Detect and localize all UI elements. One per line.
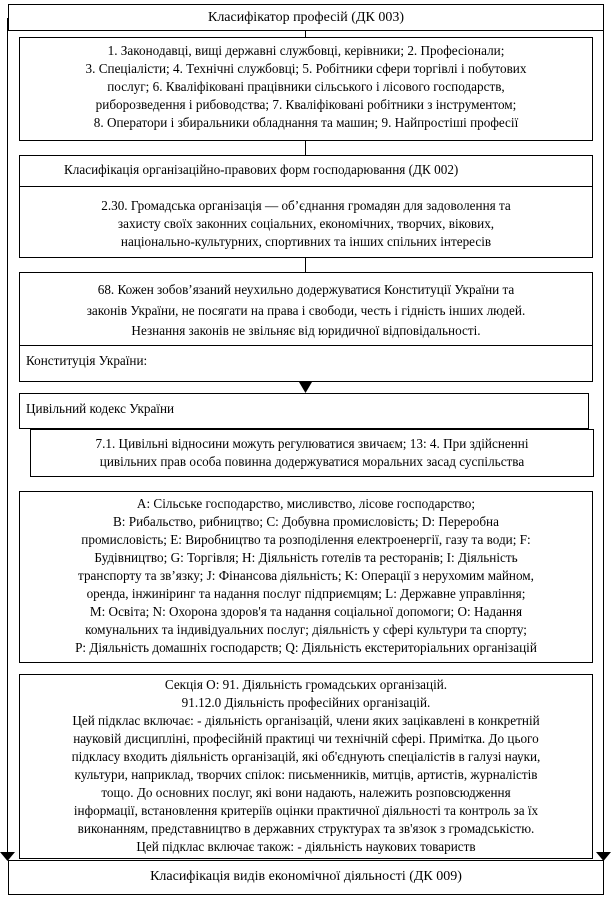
section-line: P: Діяльність домашніх господарств; Q: Діяльність екстериторіальних організацій bbox=[75, 640, 537, 655]
dk002-detail-line: захисту своїх законних соціальних, економічних, творчих, вікових, bbox=[117, 216, 495, 231]
professions-line: риборозведення і рибоводства; 7. Кваліфіковані робітники з інструментом; bbox=[95, 97, 517, 112]
civil-code-line: 7.1. Цивільні відносини можуть регулюватися звичаєм; 13: 4. При здійсненні bbox=[95, 436, 529, 451]
dk002-detail-box bbox=[19, 186, 593, 258]
professions-line: 8. Оператори і збиральники обладнання та машин; 9. Найпростіші професії bbox=[93, 115, 519, 130]
dk002-title-box bbox=[19, 155, 593, 187]
section-o-line: Цей підклас включає: - діяльність організацій, члени яких зацікавлені в конкретній bbox=[72, 713, 540, 728]
professions-list-box bbox=[19, 37, 593, 141]
section-line: M: Освіта; N: Охорона здоров'я та надання соціальної допомоги; O: Надання bbox=[89, 604, 523, 619]
constitution-line: законів України, не посягати на права і свободи, честь і гідність інших людей. bbox=[86, 302, 526, 318]
civil-code-line: цивільних прав особа повинна додержуватися моральних засад суспільства bbox=[99, 454, 525, 469]
section-o-line: Секція O: 91. Діяльність громадських організацій. bbox=[164, 677, 448, 692]
section-o-line: виконанням, представництво в державних структурах та зв'язок з громадськістю. bbox=[77, 821, 535, 836]
section-o-line: Цей підклас включає також: - діяльність наукових товариств bbox=[136, 839, 476, 854]
civil-code-text-box bbox=[30, 429, 594, 477]
economic-sections-box bbox=[19, 491, 593, 663]
constitution-text-box bbox=[19, 272, 593, 346]
constitution-line: Незнання законів не звільняє від юридичної відповідальності. bbox=[131, 323, 481, 338]
section-line: промисловість; E: Виробництво та розподілення електроенергії, газу та води; F: bbox=[81, 532, 531, 547]
classifier-professions-title: Класифікатор професій (ДК 003) bbox=[207, 10, 404, 25]
dk002-detail-line: 2.30. Громадська організація — об’єднання громадян для задоволення та bbox=[101, 198, 511, 213]
section-o-line: 91.12.0 Діяльність професійних організацій. bbox=[181, 695, 431, 710]
section-o-line: культури, наприклад, творчих спілок: письменників, митців, артистів, журналістів bbox=[74, 767, 538, 782]
dk002-title: Класифікація організаційно-правових форм господарювання (ДК 002) bbox=[64, 162, 459, 177]
constitution-title: Конституція України: bbox=[26, 353, 148, 368]
professions-line: послуг; 6. Кваліфіковані працівники сільського і лісового господарств, bbox=[107, 79, 505, 94]
constitution-line: 68. Кожен зобов’язаний неухильно додержуватися Конституції України та bbox=[97, 282, 515, 297]
civil-code-title: Цивільний кодекс України bbox=[26, 401, 175, 416]
section-line: комунальних та індивідуальних послуг; діяльність у сфері культури та спорту; bbox=[85, 622, 527, 637]
section-line: B: Рибальство, рибництво; C: Добувна промисловість; D: Переробна bbox=[113, 514, 499, 529]
section-o-line: інформації, встановлення критеріїв оцінки практичної діяльності та контроль за їх bbox=[73, 803, 539, 818]
economic-activity-classifier-box bbox=[8, 860, 604, 895]
section-line: транспорту та зв’язку; J: Фінансова діяльність; K: Операції з нерухомим майном, bbox=[78, 568, 534, 583]
section-o-line: тощо. До основних послуг, які вони надають, належить розповсюдження bbox=[101, 785, 511, 800]
section-o-line: підкласу входить діяльність організацій, які об'єднують спеціалістів в галузі науки, bbox=[71, 749, 541, 764]
economic-activity-classifier-title: Класифікація видів економічної діяльності (ДК 009) bbox=[150, 869, 462, 884]
center-arrowhead-icon bbox=[299, 382, 312, 393]
section-line: Будівництво; G: Торгівля; H: Діяльність готелів та ресторанів; I: Діяльність bbox=[94, 550, 518, 565]
dk002-detail-line: національно-культурних, спортивних та інших спільних інтересів bbox=[120, 234, 492, 249]
professions-line: 1. Законодавці, вищі державні службовці, керівники; 2. Професіонали; bbox=[107, 43, 505, 58]
section-line: оренда, інжиніринг та надання послуг підприємцям; L: Державне управління; bbox=[86, 586, 526, 601]
classifier-professions-title-box bbox=[8, 4, 604, 31]
civil-code-title-box bbox=[19, 393, 589, 429]
constitution-title-box bbox=[19, 345, 593, 382]
section-line: A: Сільське господарство, мисливство, лісове господарство; bbox=[136, 496, 476, 511]
professions-line: 3. Спеціалісти; 4. Технічні службовці; 5. Робітники сфери торгівлі і побутових bbox=[85, 61, 527, 76]
section-o-box bbox=[19, 674, 593, 859]
section-o-line: науковій дисципліні, професійній практиці чи технічній сфері. Примітка. До цього bbox=[73, 731, 539, 746]
